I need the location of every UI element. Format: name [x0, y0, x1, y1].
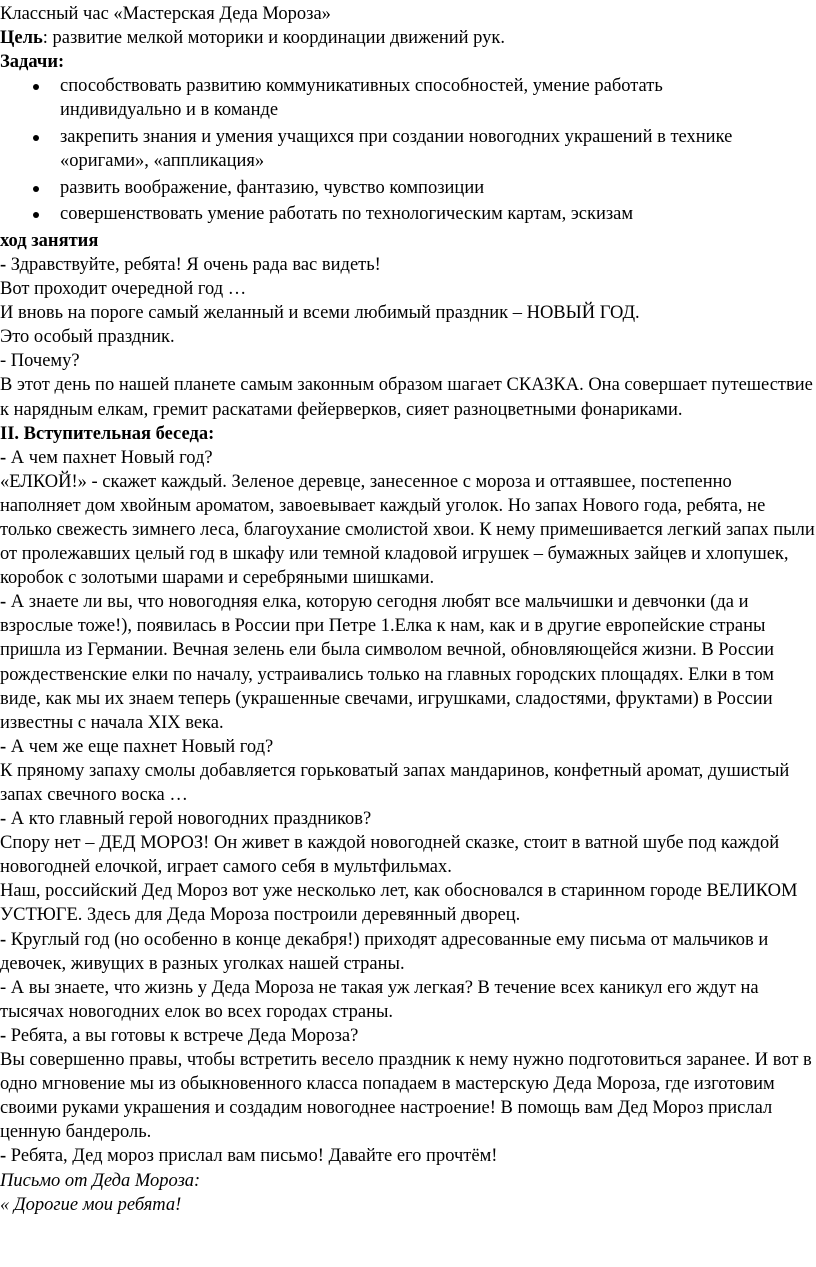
dash: -	[0, 929, 7, 950]
dash: -	[0, 809, 7, 830]
paragraph	[0, 277, 816, 301]
paragraph	[0, 1048, 816, 1144]
section-heading: II. Вступительная беседа:	[0, 423, 215, 444]
task-text: способствовать развитию коммуникативных способностей, умение работать индивидуально и в команде	[60, 76, 663, 121]
paragraph	[0, 759, 816, 807]
paragraph-text: Спору нет – ДЕД МОРОЗ! Он живет в каждой новогодней сказке, стоит в ватной шубе под каждой новогодней елочкой, играет самого себя в мультфильмах.	[0, 833, 780, 878]
letter-heading: Письмо от Деда Мороза:	[0, 1170, 201, 1191]
bullet-icon	[33, 84, 39, 90]
task-text: закрепить знания и умения учащихся при создании новогодних украшений в технике «оригами», «аппликация»	[60, 126, 733, 172]
bullet-icon	[33, 212, 39, 218]
dash: -	[0, 1025, 7, 1046]
paragraph-text: А чем пахнет Новый год?	[6, 447, 213, 468]
paragraph	[0, 446, 816, 470]
dash: -	[0, 736, 7, 757]
paragraph-text: К пряному запаху смолы добавляется горьковатый запах мандаринов, конфетный аромат, душистый запах свечного воска …	[0, 760, 790, 805]
paragraph-text: «ЕЛКОЙ!» - скажет каждый. Зеленое деревце, занесенное с мороза и оттаявшее, постепенно наполняет дом хвойным ароматом, завоевывает каждый уголок. Но запах Нового года, ребята, не только свежесть зимнего леса, благоухание смолистой хвои. К нему примешивается легкий запах пыли от пролежавших целый год в шкафу или темной кладовой игрушек – бумажных зайцев и хлопушек, коробок с золотыми шарами и серебряными шишками.	[0, 471, 815, 589]
paragraph	[0, 325, 816, 349]
paragraph-text: Вот проходит очередной год …	[0, 279, 247, 300]
paragraph-text: Ребята, а вы готовы к встрече Деда Мороза?	[6, 1025, 359, 1046]
paragraph	[0, 735, 816, 759]
paragraph	[0, 253, 816, 277]
bullet-icon	[33, 186, 39, 192]
task-text: развить воображение, фантазию, чувство композиции	[60, 177, 485, 198]
task-item	[0, 125, 816, 173]
tasks-heading: Задачи:	[0, 52, 65, 73]
paragraph	[0, 301, 816, 325]
task-item	[0, 176, 816, 200]
paragraph-text: Здравствуйте, ребята! Я очень рада вас видеть!	[6, 254, 381, 275]
paragraph-text: - А вы знаете, что жизнь у Деда Мороза не такая уж легкая? В течение всех каникул его ждут на тысячах новогодних елок во всех городах страны.	[0, 977, 759, 1022]
paragraph	[0, 1144, 816, 1168]
goal-text: : развитие мелкой моторики и координации движений рук.	[42, 28, 506, 49]
tasks-list	[0, 74, 816, 226]
paragraph-text: И вновь на пороге самый желанный и всеми любимый праздник – НОВЫЙ ГОД.	[0, 303, 640, 324]
paragraph-text: Наш, российский Дед Мороз вот уже несколько лет, как обосновался в старинном городе ВЕЛИКОМ УСТЮГЕ. Здесь для Деда Мороза построили деревянный дворец.	[0, 881, 798, 926]
paragraph	[0, 879, 816, 927]
paragraph	[0, 831, 816, 879]
paragraph-text: Вы совершенно правы, чтобы встретить весело праздник к нему нужно подготовиться заранее. И вот в одно мгновение мы из обыкновенного класса попадаем в мастерскую Деда Мороза, где изготовим своими руками украшения и создадим новогоднее настроение! В помощь вам Дед Мороз прислал ценную бандероль.	[0, 1050, 812, 1143]
dash: -	[0, 592, 7, 613]
bullet-icon	[33, 135, 39, 141]
paragraph-text: Ребята, Дед мороз прислал вам письмо! Давайте его прочтём!	[6, 1146, 498, 1167]
task-item	[0, 74, 816, 122]
document-title: Классный час «Мастерская Деда Мороза»	[0, 4, 331, 24]
goal-line	[0, 26, 816, 50]
paragraph	[0, 349, 816, 373]
paragraph-text: Круглый год (но особенно в конце декабря!) приходят адресованные ему письма от мальчиков и девочек, живущих в разных уголках нашей страны.	[0, 929, 769, 974]
dash: -	[0, 254, 7, 275]
paragraph	[0, 590, 816, 735]
lesson-heading: ход занятия	[0, 230, 99, 251]
paragraph-text: Это особый праздник.	[0, 327, 175, 348]
paragraph-text: А знаете ли вы, что новогодняя елка, которую сегодня любят все мальчишки и девчонки (да и взрослые тоже!), появилась в России при Петре 1.Елка к нам, как и в другие европейские страны пришла из Германии. Вечная зелень ели была символом вечной, обновляющейся жизни. В России рождественские елки по началу, устраивались только на главных городских площадях. Елки в том виде, как мы их знаем теперь (украшенные свечами, игрушками, сладостями, фруктами) в России известны с начала XIX века.	[0, 592, 775, 733]
goal-label: Цель	[0, 28, 43, 49]
task-text: совершенствовать умение работать по технологическим картам, эскизам	[60, 204, 634, 225]
paragraph	[0, 807, 816, 831]
paragraph	[0, 373, 816, 421]
paragraph	[0, 470, 816, 590]
paragraph-text: А кто главный герой новогодних праздников?	[6, 809, 372, 830]
letter-greeting: « Дорогие мои ребята!	[0, 1194, 182, 1215]
dash: -	[0, 447, 7, 468]
paragraph-text: - Почему?	[0, 351, 80, 372]
paragraph	[0, 1024, 816, 1048]
paragraph-text: А чем же еще пахнет Новый год?	[6, 736, 274, 757]
paragraph	[0, 928, 816, 976]
dash: -	[0, 1146, 7, 1167]
paragraph-text: В этот день по нашей планете самым законным образом шагает СКАЗКА. Она совершает путешествие к нарядным елкам, гремит раскатами фейерверков, сияет разноцветными фонариками.	[0, 375, 813, 420]
task-item	[0, 202, 816, 226]
paragraph	[0, 976, 816, 1024]
